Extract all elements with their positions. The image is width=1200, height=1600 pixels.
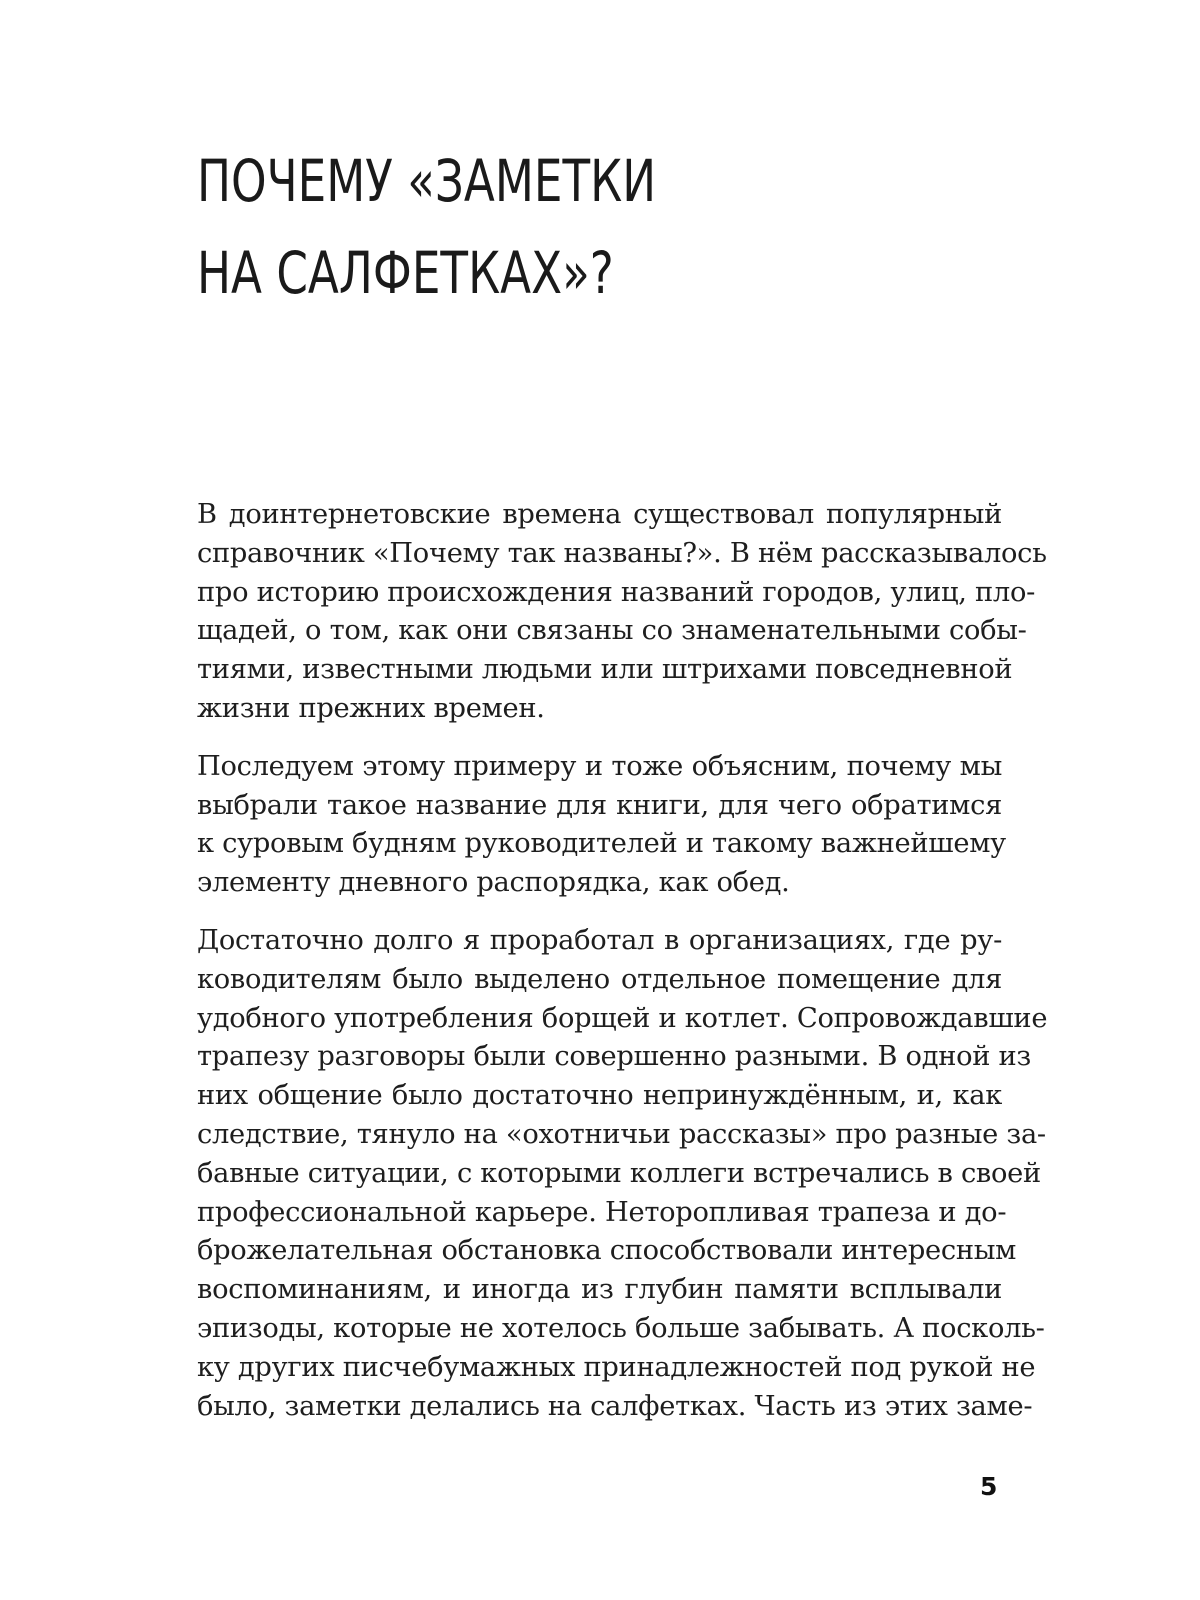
text-line: Последуем этому примеру и тоже объясним, почему мы: [197, 750, 1002, 782]
text-line: жизни прежних времен.: [197, 692, 545, 724]
chapter-title-line: НА САЛФЕТКАХ»?: [197, 239, 614, 307]
text-line: щадей, о том, как они связаны со знаменательными собы-: [197, 615, 1027, 647]
text-line: воспоминаниям, и иногда из глубин памяти всплывали: [197, 1274, 1002, 1306]
paragraph-1: [197, 496, 1047, 729]
text-line: про историю происхождения названий городов, улиц, пло-: [197, 576, 1036, 608]
paragraph-2: [197, 748, 1006, 903]
text-line: справочник «Почему так названы?». В нём рассказывалось: [197, 537, 1047, 569]
text-line: профессиональной карьере. Неторопливая трапеза и до-: [197, 1196, 1007, 1228]
page-number: 5: [980, 1472, 998, 1501]
chapter-title-line: ПОЧЕМУ «ЗАМЕТКИ: [197, 147, 657, 215]
text-line: Достаточно долго я проработал в организациях, где ру-: [197, 924, 1002, 956]
text-line: них общение было достаточно непринуждённым, и, как: [197, 1080, 1002, 1112]
text-line: выбрали такое название для книги, для чего обратимся: [197, 789, 1002, 821]
text-line: эпизоды, которые не хотелось больше забывать. А посколь-: [197, 1312, 1045, 1344]
text-line: брожелательная обстановка способствовали интересным: [197, 1235, 1017, 1267]
text-line: к суровым будням руководителей и такому важнейшему: [197, 828, 1006, 860]
text-line: бавные ситуации, с которыми коллеги встречались в своей: [197, 1157, 1041, 1189]
text-line: удобного употребления борщей и котлет. Сопровождавшие: [197, 1002, 1048, 1034]
text-line: тиями, известными людьми или штрихами повседневной: [197, 654, 1013, 686]
text-line: В доинтернетовские времена существовал популярный: [197, 499, 1002, 530]
text-line: ководителям было выделено отдельное помещение для: [197, 963, 1002, 995]
chapter-title: [197, 135, 837, 319]
text-line: следствие, тянуло на «охотничьи рассказы» про разные за-: [197, 1118, 1046, 1150]
text-line: было, заметки делались на салфетках. Часть из этих заме-: [197, 1390, 1033, 1422]
body-text: [197, 496, 1048, 1445]
text-line: элементу дневного распорядка, как обед.: [197, 867, 790, 899]
paragraph-3: [197, 922, 1048, 1426]
text-line: трапезу разговоры были совершенно разными. В одной из: [197, 1041, 1031, 1073]
text-line: ку других писчебумажных принадлежностей под рукой не: [197, 1351, 1036, 1383]
